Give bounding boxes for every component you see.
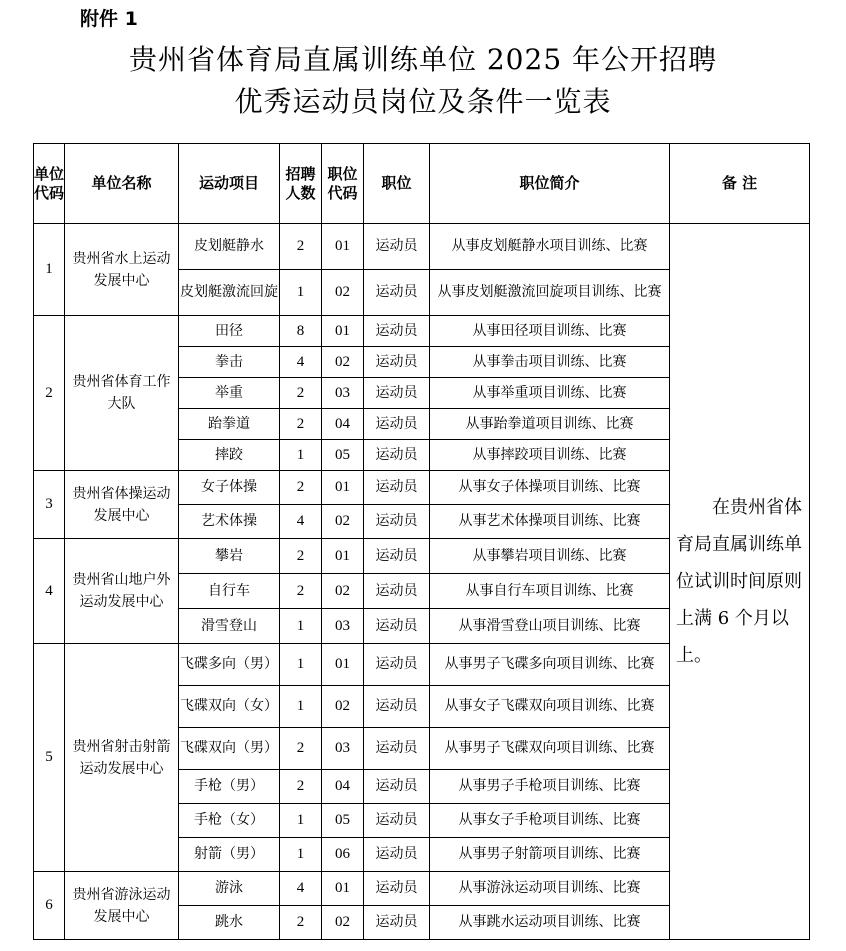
position-code-cell: 01: [322, 644, 364, 686]
header-remarks: 备 注: [670, 144, 810, 224]
position-code-cell: 02: [322, 906, 364, 940]
position-cell: 运动员: [364, 906, 430, 940]
recruit-count-cell: 1: [280, 270, 322, 316]
position-desc-cell: 从事自行车项目训练、比赛: [430, 574, 670, 609]
position-desc-cell: 从事艺术体操项目训练、比赛: [430, 505, 670, 539]
position-cell: 运动员: [364, 505, 430, 539]
sport-cell: 皮划艇激流回旋: [179, 270, 280, 316]
sport-cell: 飞碟双向（男）: [179, 728, 280, 770]
position-code-cell: 02: [322, 574, 364, 609]
unit-code-cell: 2: [34, 316, 65, 471]
position-code-cell: 03: [322, 609, 364, 644]
page-title-line1: 贵州省体育局直属训练单位 2025 年公开招聘: [128, 43, 718, 76]
recruit-count-cell: 2: [280, 906, 322, 940]
position-desc-cell: 从事摔跤项目训练、比赛: [430, 440, 670, 471]
position-desc-cell: 从事跳水运动项目训练、比赛: [430, 906, 670, 940]
recruitment-table: [33, 143, 810, 940]
sport-cell: 田径: [179, 316, 280, 347]
position-code-cell: 06: [322, 838, 364, 872]
header-position-code: 职位代码: [322, 144, 364, 224]
sport-cell: 滑雪登山: [179, 609, 280, 644]
position-desc-cell: 从事游泳运动项目训练、比赛: [430, 872, 670, 906]
position-code-cell: 03: [322, 728, 364, 770]
position-cell: 运动员: [364, 686, 430, 728]
position-code-cell: 01: [322, 539, 364, 574]
unit-code-cell: 5: [34, 644, 65, 872]
sport-cell: 摔跤: [179, 440, 280, 471]
recruit-count-cell: 2: [280, 409, 322, 440]
recruit-count-cell: 1: [280, 609, 322, 644]
recruit-count-cell: 8: [280, 316, 322, 347]
sport-cell: 女子体操: [179, 471, 280, 505]
sport-cell: 拳击: [179, 347, 280, 378]
position-code-cell: 02: [322, 505, 364, 539]
position-code-cell: 05: [322, 804, 364, 838]
position-desc-cell: 从事举重项目训练、比赛: [430, 378, 670, 409]
recruit-count-cell: 1: [280, 686, 322, 728]
recruit-count-cell: 2: [280, 728, 322, 770]
position-desc-cell: 从事男子飞碟多向项目训练、比赛: [430, 644, 670, 686]
header-unit-code: 单位代码: [34, 144, 65, 224]
sport-cell: 艺术体操: [179, 505, 280, 539]
position-cell: 运动员: [364, 539, 430, 574]
position-cell: 运动员: [364, 378, 430, 409]
sport-cell: 射箭（男）: [179, 838, 280, 872]
position-desc-cell: 从事男子飞碟双向项目训练、比赛: [430, 728, 670, 770]
position-desc-cell: 从事攀岩项目训练、比赛: [430, 539, 670, 574]
unit-name-cell: 贵州省水上运动发展中心: [65, 224, 179, 316]
sport-cell: 自行车: [179, 574, 280, 609]
unit-name-cell: 贵州省体育工作大队: [65, 316, 179, 471]
position-desc-cell: 从事女子体操项目训练、比赛: [430, 471, 670, 505]
table-header-row: [34, 144, 810, 224]
sport-cell: 游泳: [179, 872, 280, 906]
position-cell: 运动员: [364, 471, 430, 505]
recruit-count-cell: 1: [280, 804, 322, 838]
attachment-label: 附件 1: [80, 8, 138, 30]
sport-cell: 皮划艇静水: [179, 224, 280, 270]
position-code-cell: 02: [322, 347, 364, 378]
page-title-line2: 优秀运动员岗位及条件一览表: [234, 85, 612, 118]
position-desc-cell: 从事跆拳道项目训练、比赛: [430, 409, 670, 440]
position-cell: 运动员: [364, 609, 430, 644]
position-desc-cell: 从事滑雪登山项目训练、比赛: [430, 609, 670, 644]
unit-code-cell: 6: [34, 872, 65, 940]
position-cell: 运动员: [364, 872, 430, 906]
position-desc-cell: 从事女子飞碟双向项目训练、比赛: [430, 686, 670, 728]
position-desc-cell: 从事男子射箭项目训练、比赛: [430, 838, 670, 872]
unit-name-cell: 贵州省游泳运动发展中心: [65, 872, 179, 940]
position-cell: 运动员: [364, 440, 430, 471]
position-code-cell: 05: [322, 440, 364, 471]
unit-name-cell: 贵州省山地户外运动发展中心: [65, 539, 179, 644]
header-position-desc: 职位简介: [430, 144, 670, 224]
recruit-count-cell: 2: [280, 471, 322, 505]
recruit-count-cell: 2: [280, 539, 322, 574]
position-code-cell: 03: [322, 378, 364, 409]
position-cell: 运动员: [364, 728, 430, 770]
header-position: 职位: [364, 144, 430, 224]
sport-cell: 飞碟双向（女）: [179, 686, 280, 728]
recruit-count-cell: 2: [280, 224, 322, 270]
position-cell: 运动员: [364, 270, 430, 316]
position-cell: 运动员: [364, 316, 430, 347]
sport-cell: 跆拳道: [179, 409, 280, 440]
sport-cell: 攀岩: [179, 539, 280, 574]
recruit-count-cell: 4: [280, 347, 322, 378]
position-desc-cell: 从事女子手枪项目训练、比赛: [430, 804, 670, 838]
recruit-count-cell: 4: [280, 872, 322, 906]
unit-code-cell: 4: [34, 539, 65, 644]
position-cell: 运动员: [364, 574, 430, 609]
table-body: [34, 224, 810, 940]
position-code-cell: 04: [322, 770, 364, 804]
header-recruit-count: 招聘人数: [280, 144, 322, 224]
position-desc-cell: 从事皮划艇静水项目训练、比赛: [430, 224, 670, 270]
position-cell: 运动员: [364, 347, 430, 378]
recruit-count-cell: 2: [280, 770, 322, 804]
position-cell: 运动员: [364, 770, 430, 804]
position-code-cell: 04: [322, 409, 364, 440]
sport-cell: 手枪（女）: [179, 804, 280, 838]
recruit-count-cell: 2: [280, 378, 322, 409]
sport-cell: 举重: [179, 378, 280, 409]
position-cell: 运动员: [364, 224, 430, 270]
position-desc-cell: 从事田径项目训练、比赛: [430, 316, 670, 347]
position-code-cell: 01: [322, 316, 364, 347]
table-row: [34, 224, 810, 270]
sport-cell: 跳水: [179, 906, 280, 940]
recruit-count-cell: 1: [280, 440, 322, 471]
remarks-cell: 在贵州省体育局直属训练单位试训时间原则上满 6 个月以上。: [670, 224, 810, 940]
header-unit-name: 单位名称: [65, 144, 179, 224]
position-desc-cell: 从事拳击项目训练、比赛: [430, 347, 670, 378]
recruit-count-cell: 1: [280, 838, 322, 872]
unit-code-cell: 1: [34, 224, 65, 316]
position-cell: 运动员: [364, 644, 430, 686]
position-cell: 运动员: [364, 409, 430, 440]
position-code-cell: 02: [322, 270, 364, 316]
recruit-count-cell: 4: [280, 505, 322, 539]
position-code-cell: 02: [322, 686, 364, 728]
position-code-cell: 01: [322, 872, 364, 906]
recruit-count-cell: 2: [280, 574, 322, 609]
position-cell: 运动员: [364, 804, 430, 838]
position-code-cell: 01: [322, 224, 364, 270]
sport-cell: 手枪（男）: [179, 770, 280, 804]
unit-name-cell: 贵州省体操运动发展中心: [65, 471, 179, 539]
position-code-cell: 01: [322, 471, 364, 505]
position-desc-cell: 从事皮划艇激流回旋项目训练、比赛: [430, 270, 670, 316]
sport-cell: 飞碟多向（男）: [179, 644, 280, 686]
recruit-count-cell: 1: [280, 644, 322, 686]
header-sport: 运动项目: [179, 144, 280, 224]
position-desc-cell: 从事男子手枪项目训练、比赛: [430, 770, 670, 804]
unit-code-cell: 3: [34, 471, 65, 539]
position-cell: 运动员: [364, 838, 430, 872]
unit-name-cell: 贵州省射击射箭运动发展中心: [65, 644, 179, 872]
